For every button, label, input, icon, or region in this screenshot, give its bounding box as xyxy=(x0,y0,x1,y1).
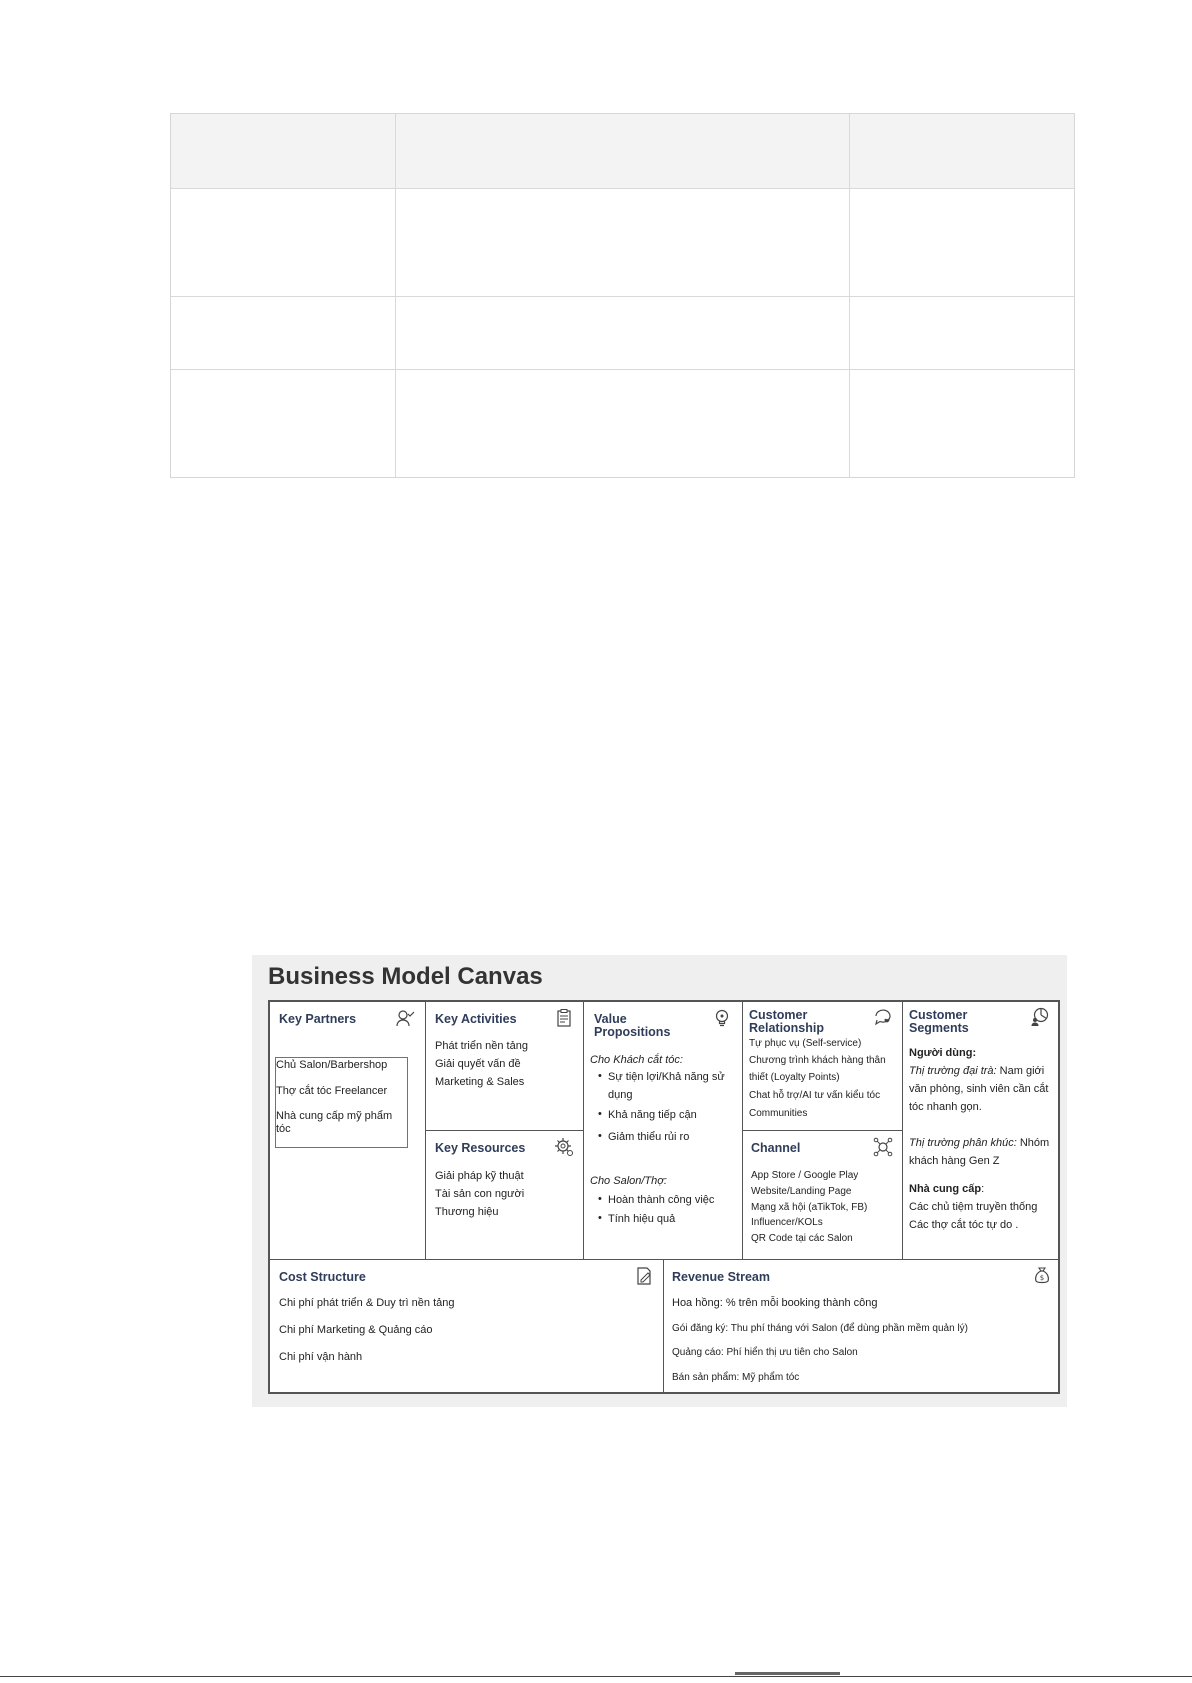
channel-item: QR Code tại các Salon xyxy=(751,1233,853,1244)
channel-block xyxy=(743,1131,902,1259)
bullet: • xyxy=(598,1108,602,1120)
cost-item: Chi phí phát triển & Duy trì nền tảng xyxy=(279,1297,455,1309)
channel-item: Website/Landing Page xyxy=(751,1186,852,1197)
svg-text:$: $ xyxy=(1039,1274,1045,1282)
revenue-item: Gói đăng ký: Thu phí tháng với Salon (để dùng phần mềm quản lý) xyxy=(672,1323,969,1334)
clipboard-icon xyxy=(554,1008,574,1028)
table-row xyxy=(171,296,1074,370)
customer-relationship-heading-line2: Relationship xyxy=(749,1021,825,1035)
key-resources-block xyxy=(426,1131,583,1259)
person-check-icon xyxy=(395,1008,415,1028)
table-header-row xyxy=(171,114,1074,188)
cost-item: Chi phí Marketing & Quảng cáo xyxy=(279,1324,433,1336)
table-row xyxy=(171,188,1074,297)
customer-segments-heading-line1: Customer xyxy=(909,1008,968,1022)
value-item: Giảm thiểu rủi ro xyxy=(608,1131,690,1143)
segment-niche-line xyxy=(909,1136,1049,1151)
bullet: • xyxy=(598,1193,602,1205)
segment-mass-text: văn phòng, sinh viên cần cắt xyxy=(909,1083,1049,1095)
relationship-item: Tự phục vụ (Self-service) xyxy=(749,1038,862,1049)
resource-item: Tài sản con người xyxy=(435,1188,525,1200)
segment-users-label: Người dùng: xyxy=(909,1047,977,1059)
relationship-item: thiết (Loyalty Points) xyxy=(749,1072,840,1083)
key-partners-heading: Key Partners xyxy=(279,1012,357,1026)
page-bottom-rule xyxy=(0,1676,1192,1677)
channel-item: App Store / Google Play xyxy=(751,1170,859,1181)
activity-item: Phát triển nền tảng xyxy=(435,1040,528,1052)
table-column-divider xyxy=(849,114,850,477)
segment-niche-label: Thị trường phân khúc: xyxy=(909,1137,1017,1149)
channel-item: Influencer/KOLs xyxy=(751,1217,823,1228)
value-item: Tính hiệu quả xyxy=(608,1213,676,1225)
resource-item: Giải pháp kỹ thuật xyxy=(435,1170,524,1182)
canvas-title: Business Model Canvas xyxy=(268,963,543,990)
revenue-stream-block xyxy=(664,1260,1060,1394)
network-icon xyxy=(873,1137,893,1157)
value-propositions-heading-line1: Value xyxy=(594,1012,627,1026)
value-propositions-heading-line2: Propositions xyxy=(594,1025,671,1039)
partner-item: Nhà cung cấp mỹ phẩm xyxy=(276,1110,393,1122)
segment-mass-text: tóc nhanh gọn. xyxy=(909,1101,982,1113)
segment-mass-label: Thị trường đại trà: xyxy=(909,1065,997,1077)
segment-supplier-text: Các chủ tiệm truyền thống xyxy=(909,1201,1038,1213)
key-partners-block xyxy=(270,1002,425,1259)
relationship-item: Chương trình khách hàng thân xyxy=(749,1055,886,1066)
cost-item: Chi phí vận hành xyxy=(279,1351,363,1363)
partner-item: Thợ cắt tóc Freelancer xyxy=(276,1085,388,1097)
segment-supplier-colon: : xyxy=(981,1183,985,1195)
revenue-item: Quảng cáo: Phí hiển thị ưu tiên cho Salon xyxy=(672,1347,858,1358)
value-group-label: Cho Khách cắt tóc: xyxy=(590,1054,683,1066)
cost-structure-block xyxy=(270,1260,663,1394)
value-item: Khả năng tiếp cận xyxy=(608,1109,697,1121)
revenue-item: Hoa hồng: % trên mỗi booking thành công xyxy=(672,1297,878,1309)
canvas-grid xyxy=(268,1000,1060,1394)
segment-mass-line xyxy=(909,1064,1044,1079)
channel-heading: Channel xyxy=(751,1141,801,1155)
table-column-divider xyxy=(395,114,396,477)
segment-mass-text: Nam giới xyxy=(996,1065,1045,1077)
segment-supplier-text: Các thợ cắt tóc tự do . xyxy=(909,1219,1019,1231)
customer-relationship-block xyxy=(743,1002,902,1130)
empty-table xyxy=(170,113,1075,478)
cost-structure-heading: Cost Structure xyxy=(279,1270,366,1284)
pie-person-icon xyxy=(1030,1007,1050,1027)
relationship-item: Chat hỗ trợ/AI tư vấn kiểu tóc xyxy=(749,1090,881,1101)
value-item: Sự tiện lợi/Khả năng sử xyxy=(608,1071,725,1083)
business-model-canvas-figure xyxy=(252,955,1067,1407)
customer-segments-heading-line2: Segments xyxy=(909,1021,969,1035)
partner-item: tóc xyxy=(276,1123,291,1135)
value-group-label: Cho Salon/Thợ: xyxy=(590,1175,667,1187)
revenue-item: Bán sản phẩm: Mỹ phẩm tóc xyxy=(672,1372,800,1383)
bullet: • xyxy=(598,1130,602,1142)
value-item: Hoàn thành công việc xyxy=(608,1194,715,1206)
revenue-stream-heading: Revenue Stream xyxy=(672,1270,770,1284)
value-item: dụng xyxy=(608,1089,633,1101)
document-pen-icon xyxy=(634,1266,654,1286)
bullet: • xyxy=(598,1070,602,1082)
segment-supplier-line xyxy=(909,1182,984,1197)
segment-supplier-label: Nhà cung cấp xyxy=(909,1183,982,1195)
key-activities-block xyxy=(426,1002,583,1130)
partner-item: Chủ Salon/Barbershop xyxy=(276,1059,388,1071)
resource-item: Thương hiệu xyxy=(435,1206,499,1218)
heart-chat-icon xyxy=(873,1007,893,1027)
relationship-item: Communities xyxy=(749,1108,808,1119)
key-resources-heading: Key Resources xyxy=(435,1141,526,1155)
table-row xyxy=(171,369,1074,480)
key-activities-heading: Key Activities xyxy=(435,1012,517,1026)
page-bottom-marker xyxy=(735,1672,840,1675)
channel-item: Mạng xã hội (aTikTok, FB) xyxy=(751,1202,868,1213)
customer-relationship-heading-line1: Customer xyxy=(749,1008,808,1022)
value-propositions-block xyxy=(584,1002,742,1259)
activity-item: Marketing & Sales xyxy=(435,1076,525,1088)
segment-niche-text: khách hàng Gen Z xyxy=(909,1155,1000,1167)
bullet: • xyxy=(598,1212,602,1224)
activity-item: Giải quyết vấn đề xyxy=(435,1058,521,1070)
segment-niche-text: Nhóm xyxy=(1016,1137,1050,1149)
lightbulb-icon xyxy=(712,1008,732,1028)
gear-icon xyxy=(554,1137,574,1157)
customer-segments-block xyxy=(903,1002,1060,1259)
money-bag-icon xyxy=(1032,1265,1052,1285)
